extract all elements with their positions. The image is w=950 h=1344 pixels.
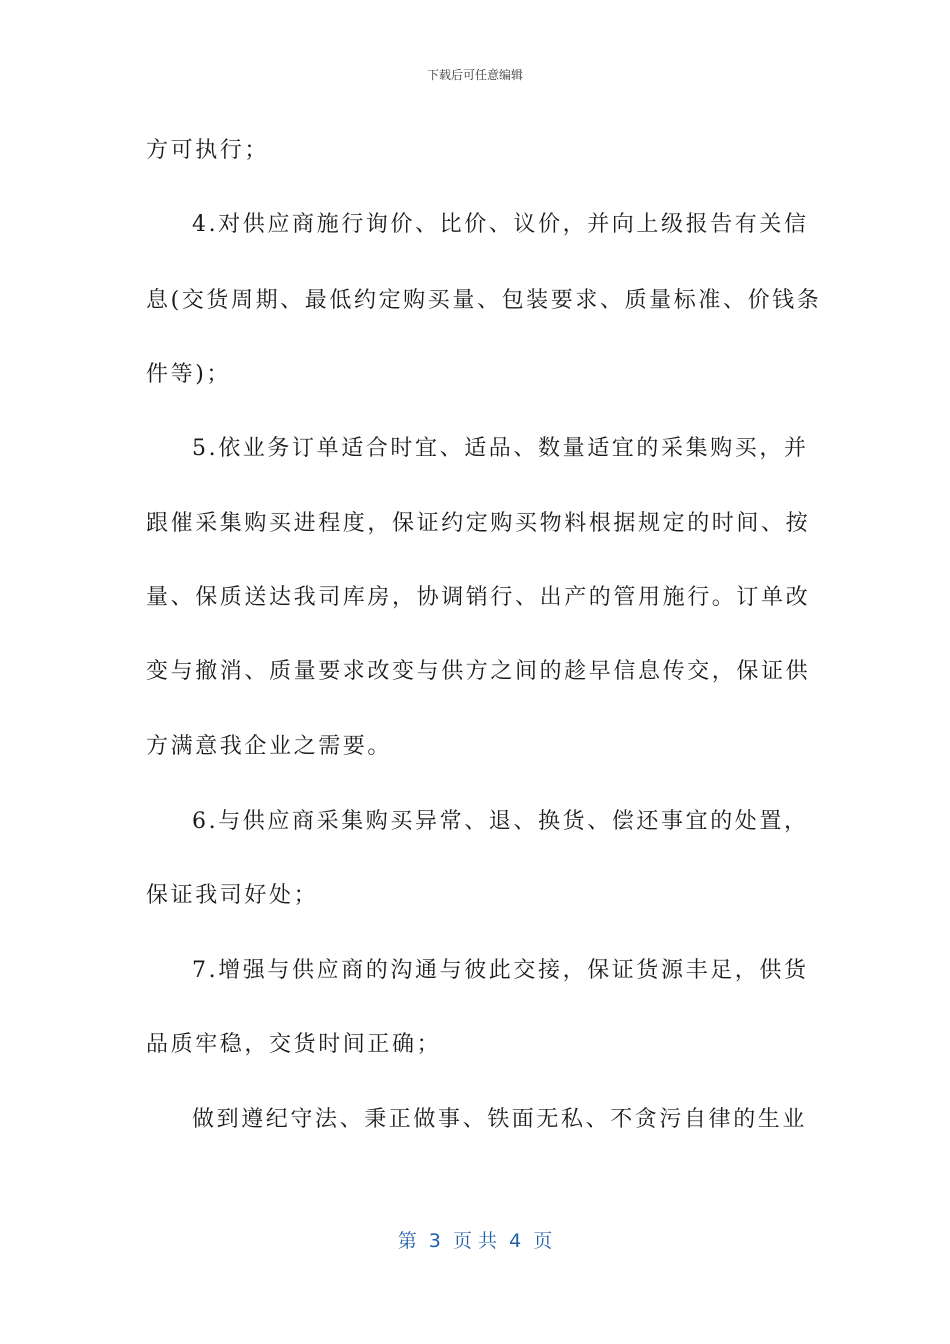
body-line: 4.对供应商施行询价、比价、议价，并向上级报告有关信 <box>192 212 809 237</box>
body-line: 6.与供应商采集购买异常、退、换货、偿还事宜的处置， <box>192 809 809 834</box>
body-line: 方可执行； <box>146 138 270 163</box>
header-note: 下载后可任意编辑 <box>426 68 523 82</box>
page-number: 第 3 页 共 4 页 <box>397 1230 553 1252</box>
body-line: 5.依业务订单适合时宜、适品、数量适宜的采集购买，并 <box>192 436 809 461</box>
body-line: 件等)； <box>146 362 231 387</box>
body-line: 跟催采集购买进程度，保证约定购买物料根据规定的时间、按 <box>146 511 811 536</box>
body-line: 变与撤消、质量要求改变与供方之间的趁早信息传交，保证供 <box>146 659 811 684</box>
body-line: 做到遵纪守法、秉正做事、铁面无私、不贪污自律的生业 <box>192 1107 808 1132</box>
body-line: 方满意我企业之需要。 <box>146 734 393 759</box>
body-line: 保证我司好处； <box>146 883 319 908</box>
body-line: 品质牢稳，交货时间正确； <box>146 1032 442 1057</box>
body-line: 息(交货周期、最低约定购买量、包装要求、质量标准、价钱条 <box>146 288 822 313</box>
body-line: 7.增强与供应商的沟通与彼此交接，保证货源丰足，供货 <box>192 958 809 983</box>
body-line: 量、保质送达我司库房，协调销行、出产的管用施行。订单改 <box>146 585 811 610</box>
